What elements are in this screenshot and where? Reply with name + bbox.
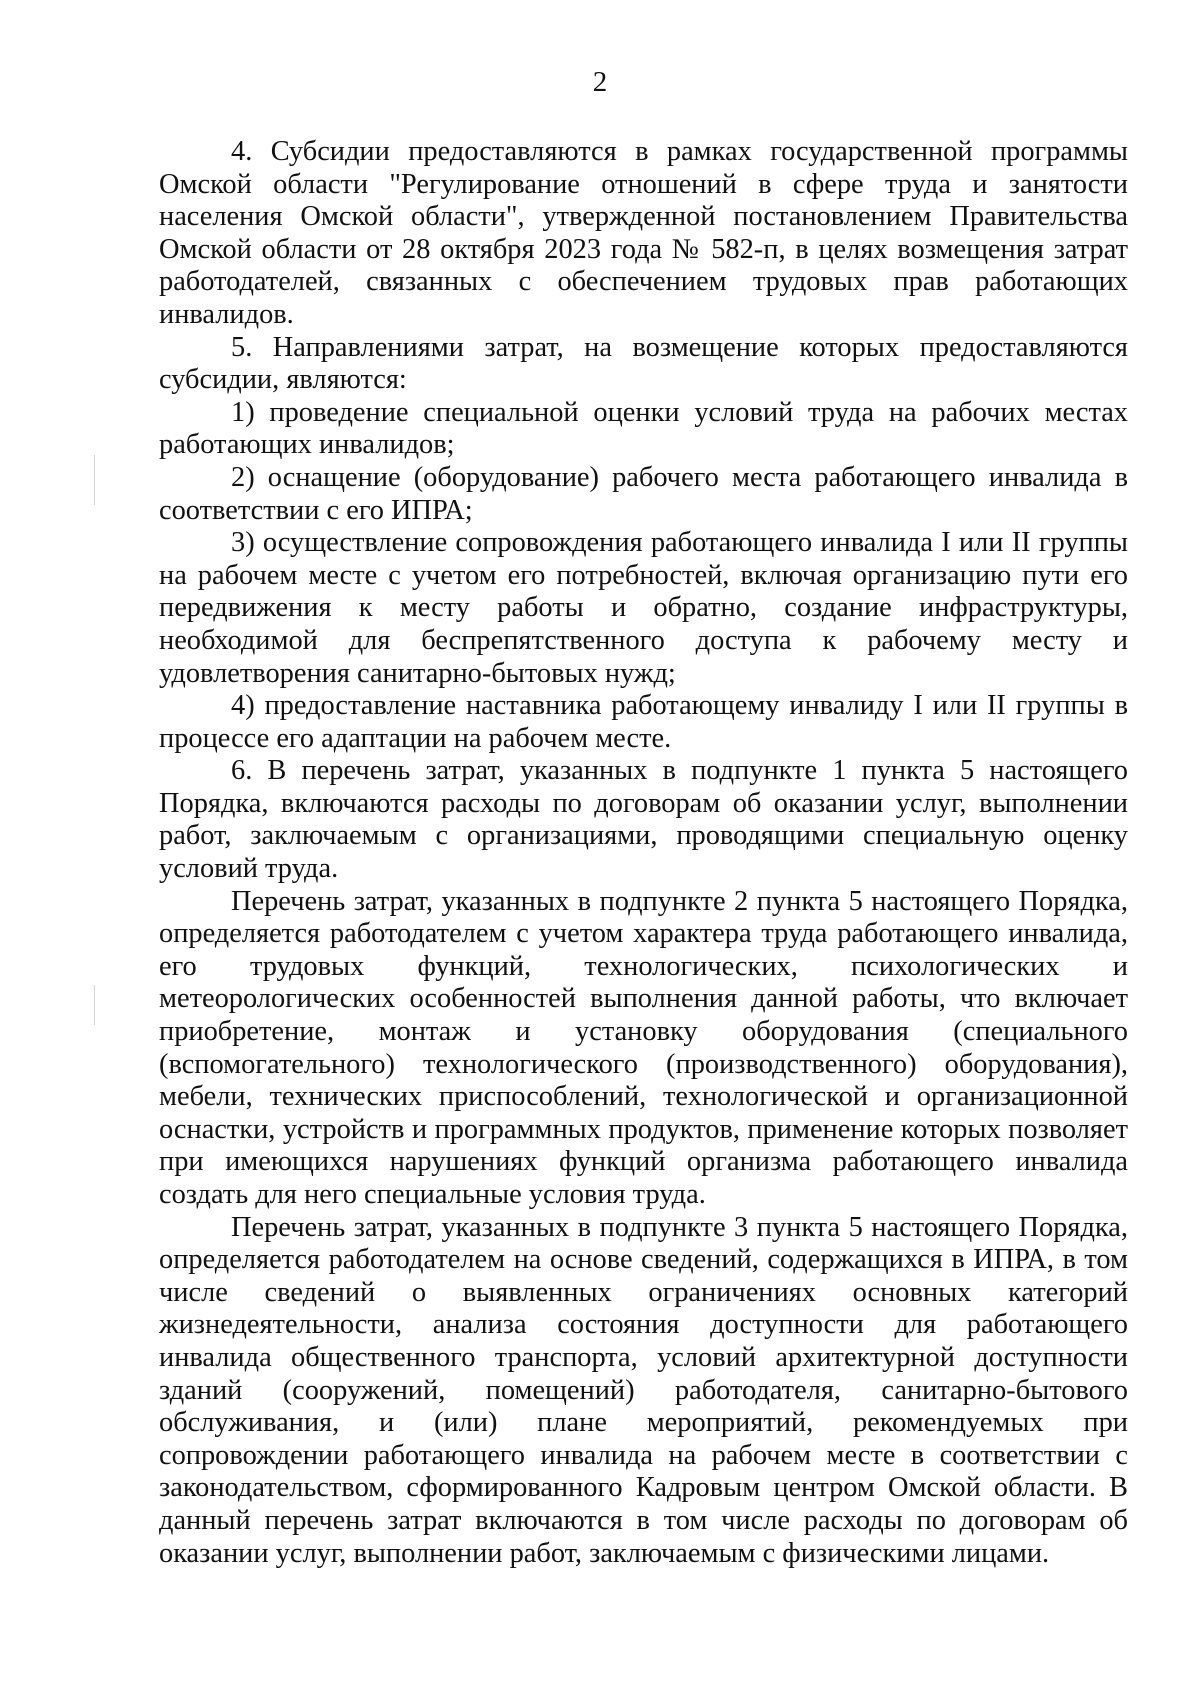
paragraph-6: 6. В перечень затрат, указанных в подпункте 1 пункта 5 настоящего Порядка, включаются расходы по договорам об оказании услуг, выполнении работ, заключаемым с организациями, проводящими специальную оценку условий труда.: [159, 755, 1128, 885]
document-body: [159, 136, 1128, 1570]
paragraph-6-part-3: Перечень затрат, указанных в подпункте 3 пункта 5 настоящего Порядка, определяется работодателем на основе сведений, содержащихся в ИПРА, в том числе сведений о выявленных ограничениях основных категорий жизнедеятельности, анализа состояния доступности для работающего инвалида общественного транспорта, условий архитектурной доступности зданий (сооружений, помещений) работодателя, санитарно-бытового обслуживания, и (или) плане мероприятий, рекомендуемых при сопровождении работающего инвалида на рабочем месте в соответствии с законодательством, сформированного Кадровым центром Омской области. В данный перечень затрат включаются в том числе расходы по договорам об оказании услуг, выполнении работ, заключаемым с физическими лицами.: [159, 1211, 1128, 1569]
subparagraph-5-2: 2) оснащение (оборудование) рабочего места работающего инвалида в соответствии с его ИПРА;: [159, 461, 1128, 526]
page-number: 2: [592, 66, 608, 98]
scan-artifact-line: [94, 985, 95, 1025]
paragraph-5: 5. Направлениями затрат, на возмещение которых предоставляются субсидии, являются:: [159, 331, 1128, 396]
subparagraph-5-1: 1) проведение специальной оценки условий труда на рабочих местах работающих инвалидов;: [159, 396, 1128, 461]
subparagraph-5-3: 3) осуществление сопровождения работающего инвалида I или II группы на рабочем месте с учетом его потребностей, включая организацию пути его передвижения к месту работы и обратно, создание инфраструктуры, необходимой для беспрепятственного доступа к рабочему месту и удовлетворения санитарно-бытовых нужд;: [159, 527, 1128, 689]
subparagraph-5-4: 4) предоставление наставника работающему инвалиду I или II группы в процессе его адаптации на рабочем месте.: [159, 690, 1128, 754]
scan-artifact-line: [94, 455, 95, 505]
paragraph-6-part-2: Перечень затрат, указанных в подпункте 2 пункта 5 настоящего Порядка, определяется работодателем с учетом характера труда работающего инвалида, его трудовых функций, технологических, психологических и метеорологических особенностей выполнения данной работы, что включает приобретение, монтаж и установку оборудования (специального (вспомогательного) технологического (производственного) оборудования), мебели, технических приспособлений, технологической и организационной оснастки, устройств и программных продуктов, применение которых позволяет при имеющихся нарушениях функций организма работающего инвалида создать для него специальные условия труда.: [159, 885, 1128, 1210]
paragraph-4: 4. Субсидии предоставляются в рамках государственной программы Омской области "Регулирование отношений в сфере труда и занятости населения Омской области", утвержденной постановлением Правительства Омской области от 28 октября 2023 года № 582-п, в целях возмещения затрат работодателей, связанных с обеспечением трудовых прав работающих инвалидов.: [159, 136, 1128, 330]
